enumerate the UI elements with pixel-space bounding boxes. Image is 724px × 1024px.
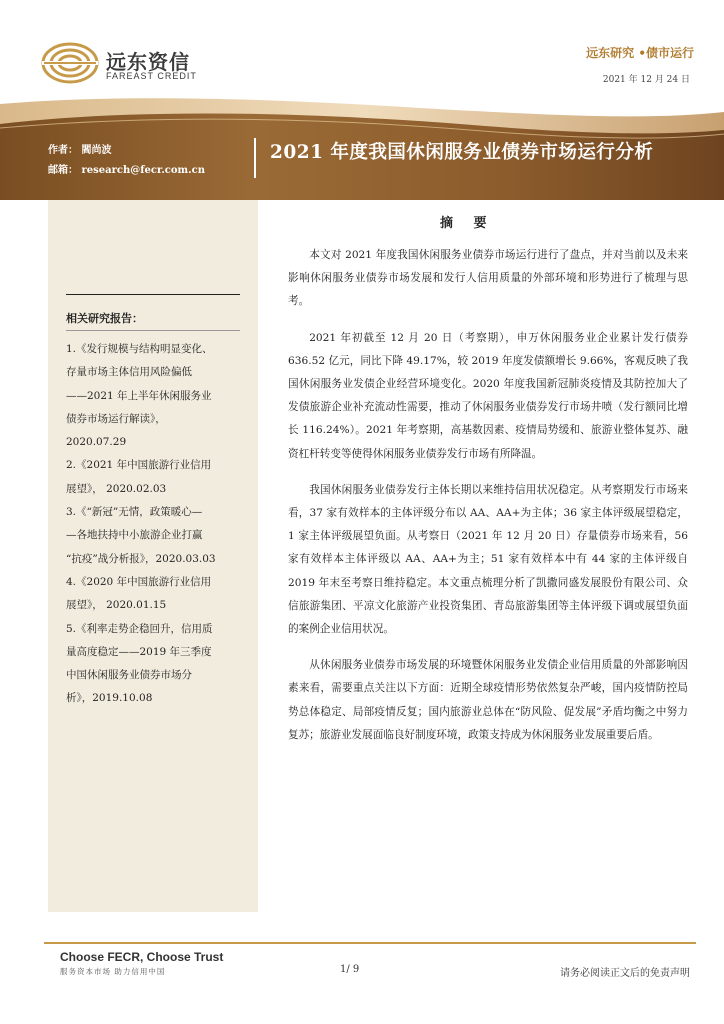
footer-slogan: Choose FECR, Choose Trust — [60, 950, 224, 964]
abstract-paragraph: 我国休闲服务业债券发行主体长期以来维持信用状况稳定。从考察期发行市场来看，37 家有效样本的主体评级分布以 AA、AA+为主体；36 家主体评级展望稳定，1 家主体评级展望负面。从考察日（2021 年 12 月 20 日）存量债券市场来看，56 家有效样本主体评级以 AA、AA+为主；51 家有效样本中有 44 家的主体评级自 2019 年末至考察日维持稳定。本文重点梳理分析了凯撒同盛发展股份有限公司、众信旅游集团、平凉文化旅游产业投资集团、青岛旅游集团等主体评级下调或展望负面的案例企业信用状况。 — [288, 483, 688, 636]
related-reports-title: 相关研究报告： — [66, 312, 143, 325]
report-title: 2021 年度我国休闲服务业债券市场运行分析 — [270, 142, 654, 163]
related-line[interactable]: 量高度稳定——2019 年三季度 — [66, 645, 212, 658]
related-line[interactable]: 2020.07.29 — [66, 436, 127, 449]
related-line[interactable]: 展望》， 2020.02.03 — [66, 482, 167, 495]
abstract-body — [288, 244, 688, 747]
related-line[interactable]: 1.《发行规模与结构明显变化、 — [66, 343, 213, 355]
related-line[interactable]: 5.《利率走势企稳回升，信用质 — [66, 622, 213, 635]
related-line[interactable]: —各地扶持中小旅游企业打赢 — [66, 529, 203, 542]
related-line[interactable]: 中国休闲服务业债券市场分 — [66, 669, 192, 682]
related-line[interactable]: 3.《“新冠”无情，政策暖心— — [66, 506, 203, 519]
related-line[interactable]: 债券市场运行解读》， — [66, 412, 166, 425]
footer-rule — [44, 942, 696, 944]
related-line[interactable]: “抗疫”战分析报》，2020.03.03 — [66, 552, 216, 565]
author-line: 作者： 閻尚波 — [48, 145, 112, 156]
related-line[interactable]: 析》，2019.10.08 — [66, 692, 153, 705]
abstract-paragraph: 2021 年初截至 12 月 20 日（考察期），申万休闲服务业企业累计发行债券 636.52 亿元，同比下降 49.17%，较 2019 年度发债额增长 9.66%，客观反映了我国休闲服务业发债企业经营环境变化。2020 年度我国新冠肺炎疫情及其防控加大了发债旅游企业补充流动性需要，推动了休闲服务业债券发行市场井喷（发行额同比增长 116.24%）。2021 年考察期，高基数因素、疫情局势缓和、旅游业整体复苏、融资杠杆转变等使得休闲服务业债券发行市场有所降温。 — [288, 331, 688, 460]
banner-divider — [254, 138, 256, 178]
abstract-paragraph: 本文对 2021 年度我国休闲服务业债券市场运行进行了盘点，并对当前以及未来影响休闲服务业债券市场发展和发行人信用质量的外部环境和形势进行了梳理与思考。 — [288, 249, 688, 308]
related-line[interactable]: 存量市场主体信用风险偏低 — [66, 366, 192, 379]
abstract-heading: 摘 要 — [440, 216, 495, 231]
abstract-paragraph: 从休闲服务业债券市场发展的环境暨休闲服务业发债企业信用质量的外部影响因素来看，需要重点关注以下方面：近期全球疫情形势依然复杂严峻，国内疫情防控局势总体稳定、局部疫情反复；国内旅游业总体在“防风险、促发展”矛盾均衡之中努力复苏；旅游业发展面临良好制度环境，政策支持成为休闲服务业发展重要后盾。 — [288, 659, 688, 741]
related-line[interactable]: 4.《2020 年中国旅游行业信用 — [66, 575, 212, 588]
fecr-logo-icon — [40, 42, 100, 84]
related-line[interactable]: ——2021 年上半年休闲服务业 — [66, 389, 212, 402]
brand-name-cn: 远东资信 — [106, 50, 190, 74]
email-line: 邮箱： research@fecr.com.cn — [48, 165, 205, 176]
related-top-rule — [66, 294, 240, 295]
brand-name-en: FAREAST CREDIT — [106, 71, 197, 81]
report-series: 远东研究 •债市运行 — [586, 46, 694, 60]
footer-disclaimer: 请务必阅读正文后的免责声明 — [560, 968, 690, 979]
page-number: 1/ 9 — [340, 964, 360, 975]
report-date: 2021 年 12 月 24 日 — [602, 75, 690, 85]
related-line[interactable]: 2.《2021 年中国旅游行业信用 — [66, 459, 212, 472]
related-reports-list — [66, 338, 242, 711]
footer-subslogan: 服务资本市场 助力信用中国 — [60, 967, 166, 976]
related-line[interactable]: 展望》， 2020.01.15 — [66, 599, 167, 612]
related-title-rule — [66, 330, 240, 331]
